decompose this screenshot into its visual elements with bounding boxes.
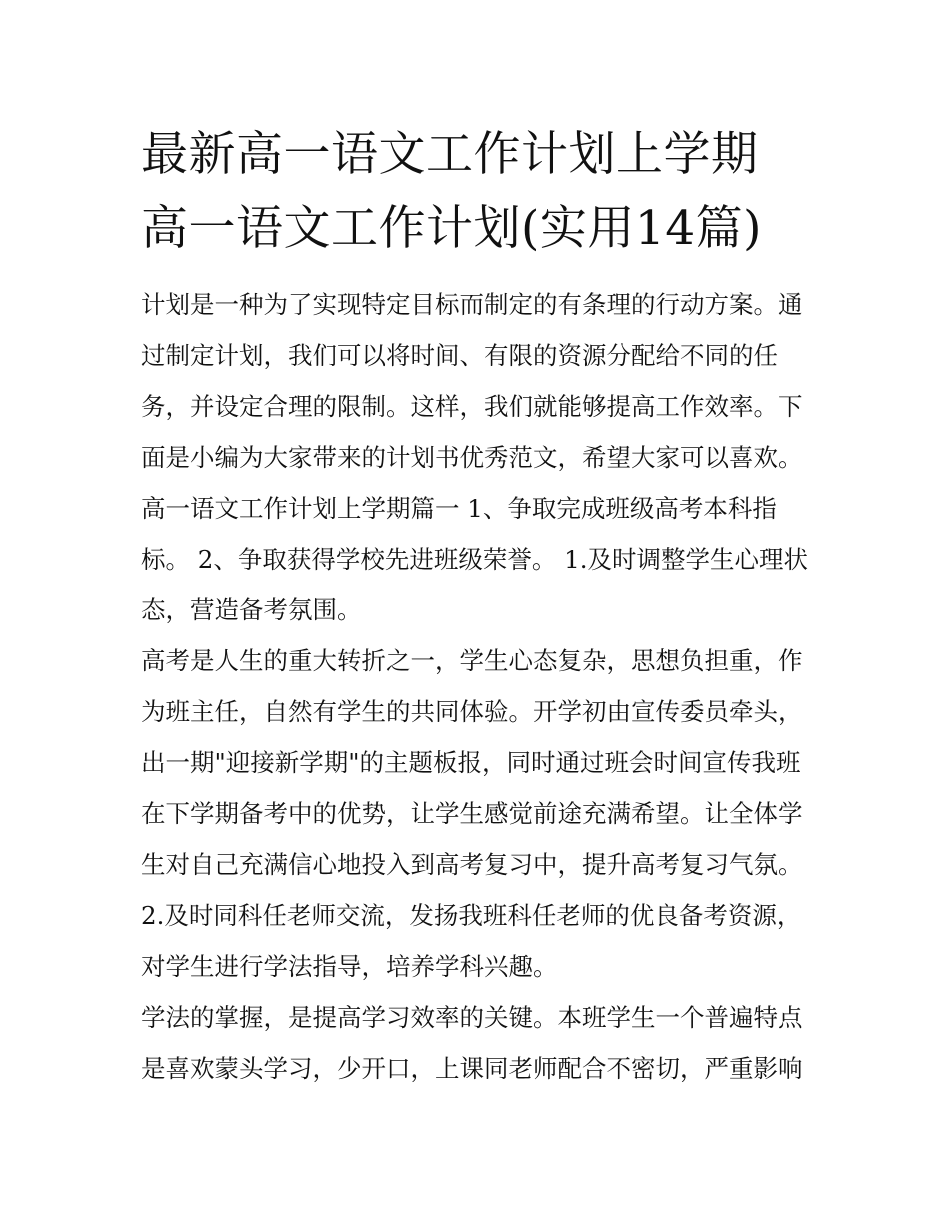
body-line: 为班主任，自然有学生的共同体验。开学初由宣传委员牵头， <box>141 697 803 727</box>
document-body <box>141 280 813 1095</box>
body-line: 生对自己充满信心地投入到高考复习中，提升高考复习气氛。 <box>141 849 803 879</box>
body-line: 标。 2、争取获得学校先进班级荣誉。 1.及时调整学生心理状 <box>141 544 809 574</box>
document-content <box>141 118 813 1095</box>
body-line: 计划是一种为了实现特定目标而制定的有条理的行动方案。通 <box>141 290 803 319</box>
title-line-1: 最新高一语文工作计划上学期 <box>141 127 759 182</box>
body-line: 态，营造备考氛围。 <box>141 595 362 625</box>
body-line: 学法的掌握，是提高学习效率的关键。本班学生一个普遍特点 <box>141 1002 803 1032</box>
body-line: 对学生进行学法指导，培养学科兴趣。 <box>141 951 558 981</box>
body-line: 在下学期备考中的优势，让学生感觉前途充满希望。让全体学 <box>141 799 803 829</box>
body-line: 是喜欢蒙头学习，少开口，上课同老师配合不密切，严重影响 <box>141 1053 803 1083</box>
body-line: 高考是人生的重大转折之一，学生心态复杂，思想负担重，作 <box>141 646 803 676</box>
document-title <box>141 118 813 266</box>
body-line: 高一语文工作计划上学期篇一 1、争取完成班级高考本科指 <box>141 493 777 523</box>
title-line-2: 高一语文工作计划(实用14篇) <box>141 201 762 256</box>
body-line: 过制定计划，我们可以将时间、有限的资源分配给不同的任 <box>141 340 778 370</box>
body-line: 面是小编为大家带来的计划书优秀范文，希望大家可以喜欢。 <box>141 442 803 472</box>
body-line: 出一期"迎接新学期"的主题板报，同时通过班会时间宣传我班 <box>141 748 801 778</box>
body-line: 务，并设定合理的限制。这样，我们就能够提高工作效率。下 <box>141 391 803 421</box>
body-line: 2.及时同科任老师交流，发扬我班科任老师的优良备考资源， <box>141 900 802 930</box>
